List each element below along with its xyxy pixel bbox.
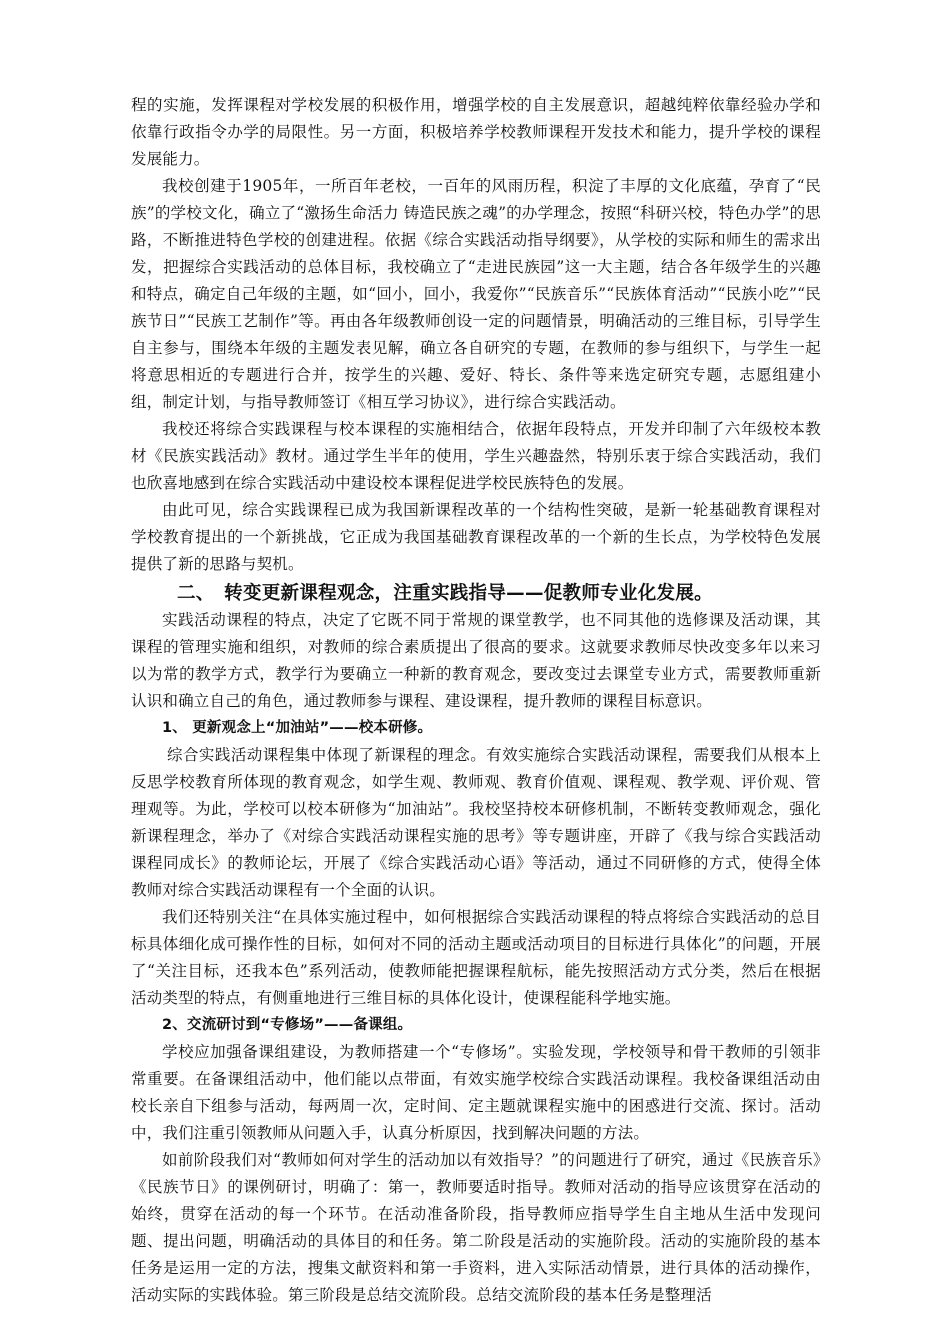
paragraph-lesson-group: 学校应加强备课组建设，为教师搭建一个“专修场”。实验发现，学校领导和骨干教师的引领非常重要。在备课组活动中，他们能以点带面，有效实施学校综合实践活动课程。我校备课组活动由校长亲自下组参与活动，每两周一次，定时间、定主题就课程实施中的困惑进行交流、探讨。活动中，我们注重引领教师从问题入手，认真分析原因，找到解决问题的方法。 xyxy=(131,1043,821,1142)
paragraph-school-textbook: 我校还将综合实践课程与校本课程的实施相结合，依据年段特点，开发并印制了六年级校本教材《民族实践活动》教材。通过学生半年的使用，学生兴趣盎然，特别乐衷于综合实践活动，我们也欣喜地感到在综合实践活动中建设校本课程促进学校民族特色的发展。 xyxy=(131,420,821,492)
subheading-2: 2、交流研讨到“专修场”——备课组。 xyxy=(162,1017,413,1033)
document-page xyxy=(131,92,821,1309)
paragraph-continuation: 程的实施，发挥课程对学校发展的积极作用，增强学校的自主发展意识，超越纯粹依靠经验办学和依靠行政指令办学的局限性。另一方面，积极培养学校教师课程开发技术和能力，提升学校的课程发展能力。 xyxy=(131,96,821,168)
paragraph-school-history: 我校创建于1905年，一所百年老校，一百年的风雨历程，积淀了丰厚的文化底蕴，孕育了“民族”的学校文化，确立了“激扬生命活力 铸造民族之魂”的办学理念，按照“科研兴校，特色办学”的思路，不断推进特色学校的创建进程。依据《综合实践活动指导纲要》，从学校的实际和师生的需求出发，把握综合实践活动的总体目标，我校确立了“走进民族园”这一大主题，结合各年级学生的兴趣和特点，确定自己年级的主题，如“回小，回小，我爱你”“民族音乐”“民族体育活动”“民族小吃”“民族节日”“民族工艺制作”等。再由各年级教师创设一定的问题情景，明确活动的三维目标，引导学生自主参与，围绕本年级的主题发表见解，确立各自研究的专题，在教师的参与组织下，与学生一起将意思相近的专题进行合并，按学生的兴趣、爱好、特长、条件等来选定研究专题，志愿组建小组，制定计划，与指导教师签订《相互学习协议》，进行综合实践活动。 xyxy=(131,177,821,411)
paragraph-goal-focus: 我们还特别关注“在具体实施过程中，如何根据综合实践活动课程的特点将综合实践活动的总目标具体细化成可操作性的目标，如何对不同的活动主题或活动项目的目标进行具体化”的问题，开展了“关注目标，还我本色”系列活动，使教师能把握课程航标，能先按照活动方式分类，然后在根据活动类型的特点，有侧重地进行三维目标的具体化设计，使课程能科学地实施。 xyxy=(131,908,821,1007)
section-heading-2: 二、 转变更新课程观念，注重实践指导——促教师专业化发展。 xyxy=(177,583,713,604)
paragraph-practice-course: 实践活动课程的特点，决定了它既不同于常规的课堂教学，也不同其他的选修课及活动课，其课程的管理实施和组织，对教师的综合素质提出了很高的要求。这就要求教师尽快改变多年以来习以为常的教学方式，教学行为要确立一种新的教育观念，要改变过去课堂专业方式，需要教师重新认识和确立自己的角色，通过教师参与课程、建设课程，提升教师的课程目标意识。 xyxy=(131,611,821,710)
subheading-1: 1、 更新观念上“加油站”——校本研修。 xyxy=(162,720,433,736)
paragraph-conclusion: 由此可见，综合实践课程已成为我国新课程改革的一个结构性突破，是新一轮基础教育课程对学校教育提出的一个新挑战，它正成为我国基础教育课程改革的一个新的生长点，为学校特色发展提供了新的思路与契机。 xyxy=(131,501,821,573)
paragraph-school-study: 综合实践活动课程集中体现了新课程的理念。有效实施综合实践活动课程，需要我们从根本上反思学校教育所体现的教育观念，如学生观、教师观、教育价值观、课程观、教学观、评价观、管理观等。为此，学校可以校本研修为“加油站”。我校坚持校本研修机制，不断转变教师观念，强化新课程理念，举办了《对综合实践活动课程实施的思考》等专题讲座，开辟了《我与综合实践活动课程同成长》的教师论坛，开展了《综合实践活动心语》等活动，通过不同研修的方式，使得全体教师对综合实践活动课程有一个全面的认识。 xyxy=(131,746,821,899)
paragraph-guidance-research: 如前阶段我们对“教师如何对学生的活动加以有效指导？”的问题进行了研究，通过《民族音乐》《民族节日》的课例研讨，明确了：第一，教师要适时指导。教师对活动的指导应该贯穿在活动的始终，贯穿在活动的每一个环节。在活动准备阶段，指导教师应指导学生自主地从生活中发现问题、提出问题，明确活动的具体目的和任务。第二阶段是活动的实施阶段。活动的实施阶段的基本任务是运用一定的方法，搜集文献资料和第一手资料，进入实际活动情景，进行具体的活动操作，活动实际的实践体验。第三阶段是总结交流阶段。总结交流阶段的基本任务是整理活 xyxy=(131,1151,821,1304)
